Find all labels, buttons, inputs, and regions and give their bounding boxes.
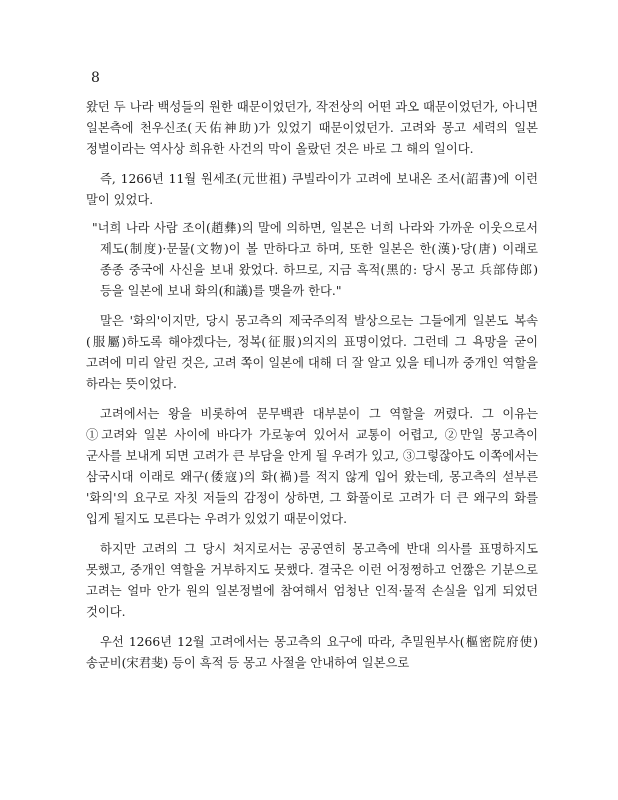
body-text [86, 97, 538, 683]
paragraph-4: 고려에서는 왕을 비롯하여 문무백관 대부분이 그 역할을 꺼렸다. 그 이유는 ①고려와 일본 사이에 바다가 가로놓여 있어서 교통이 어렵고, ②만일 몽고측이 군사를 보내게 되면 고려가 큰 부담을 안게 될 우려가 있고, ③그렇잖아도 이쪽에서는 삼국시대 이래로 왜구(倭寇)의 화(禍)를 적지 않게 입어 왔는데, 몽고측의 섣부른 '화의'의 요구로 자칫 저들의 감정이 상하면, 그 화풀이로 고려가 더 큰 왜구의 화를 입게 될지도 모른다는 우려가 있었기 때문이었다. [86, 407, 538, 526]
paragraph-6: 우선 1266년 12월 고려에서는 몽고측의 요구에 따라, 추밀원부사(樞密院府使) 송군비(宋君斐) 등이 흑적 등 몽고 사절을 안내하여 일본으로 [86, 635, 538, 670]
paragraph-1: 왔던 두 나라 백성들의 원한 때문이었던가, 작전상의 어떤 과오 때문이었던가, 아니면 일본측에 천우신조(天佑神助)가 있었기 때문이었던가. 고려와 몽고 세력의 일본 정벌이라는 역사상 희유한 사건의 막이 올랐던 것은 바로 그 해의 일이다. [86, 100, 538, 156]
page-number: 8 [91, 70, 101, 86]
paragraph-3: 말은 '화의'이지만, 당시 몽고측의 제국주의적 발상으로는 그들에게 일본도 복속(服屬)하도록 해야겠다는, 정복(征服)의지의 표명이었다. 그런데 그 욕망을 굳이 고려에 미리 알린 것은, 고려 쪽이 일본에 대해 더 잘 알고 있을 테니까 중개인 역할을 하라는 뜻이었다. [86, 314, 538, 391]
block-quote: "너희 나라 사람 조이(趙彝)의 말에 의하면, 일본은 너희 나라와 가까운 이웃으로서 제도(制度)·문물(文物)이 볼 만하다고 하며, 또한 일본은 한(漢)·당(唐) 이래로 종종 중국에 사신을 보내 왔었다. 하므로, 지금 흑적(黑的: 당시 몽고 兵部侍郎) 등을 일본에 보내 화의(和議)를 맺을까 한다." [92, 221, 538, 298]
paragraph-5: 하지만 고려의 그 당시 처지로서는 공공연히 몽고측에 반대 의사를 표명하지도 못했고, 중개인 역할을 거부하지도 못했다. 결국은 이런 어정쩡하고 언짢은 기분으로 고려는 얼마 안가 원의 일본정벌에 참여해서 엄청난 인적·물적 손실을 입게 되었던 것이다. [86, 542, 538, 619]
paragraph-2: 즉, 1266년 11월 원세조(元世祖) 쿠빌라이가 고려에 보내온 조서(詔書)에 이런 말이 있었다. [86, 172, 538, 207]
